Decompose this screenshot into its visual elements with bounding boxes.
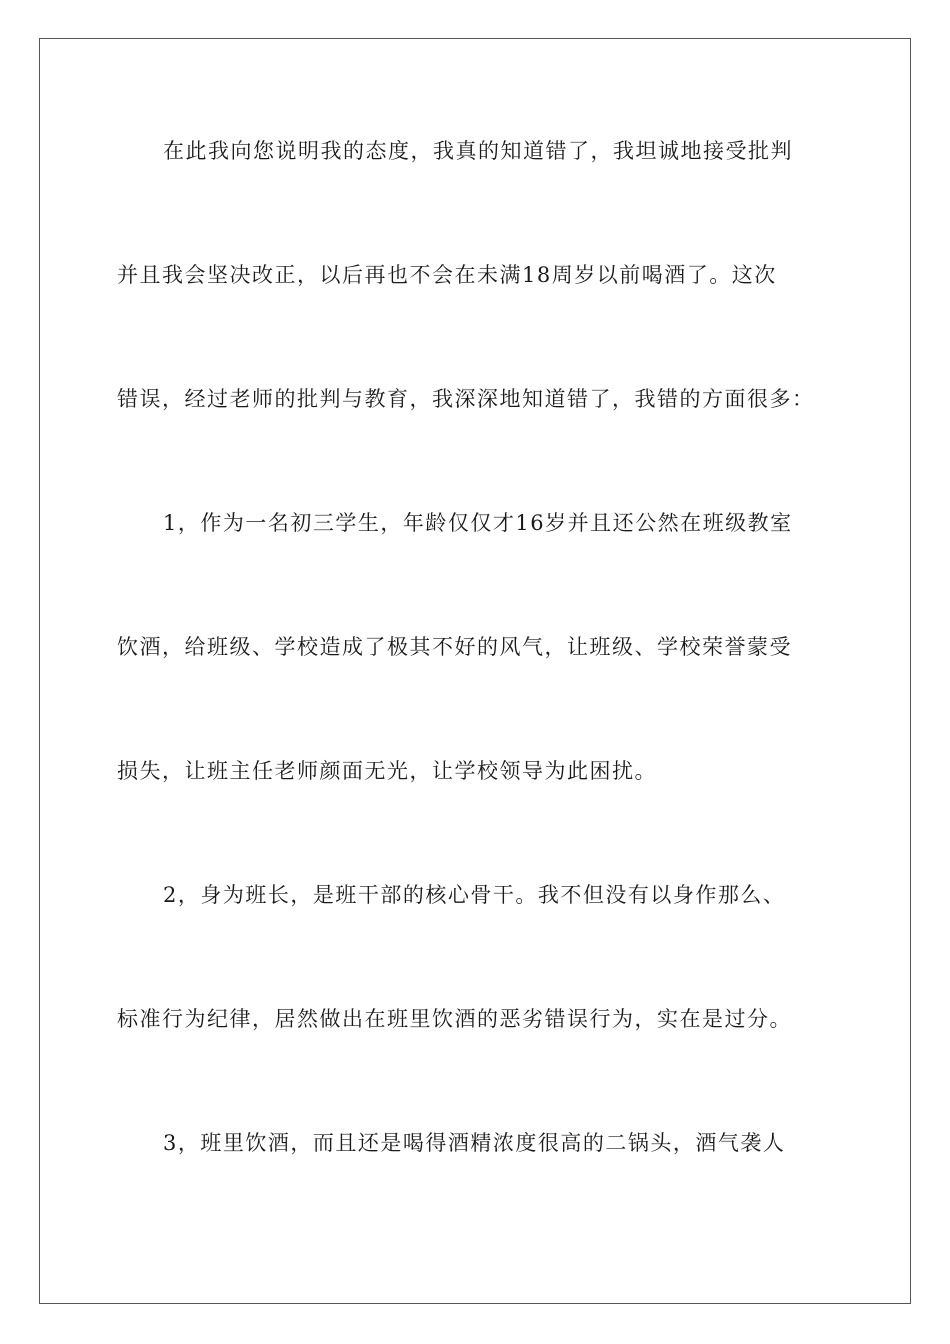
- paragraph-line-1: 在此我向您说明我的态度，我真的知道错了，我坦诚地接受批判: [163, 139, 793, 163]
- paragraph-line-9: 3，班里饮酒，而且还是喝得酒精浓度很高的二锅头，酒气袭人: [163, 1131, 786, 1155]
- paragraph-line-7: 2，身为班长，是班干部的核心骨干。我不但没有以身作那么、: [163, 883, 786, 907]
- paragraph-line-5: 饮酒，给班级、学校造成了极其不好的风气，让班级、学校荣誉蒙受: [117, 635, 792, 659]
- page-border: [39, 38, 911, 1304]
- paragraph-line-2: 并且我会坚决改正，以后再也不会在未满18周岁以前喝酒了。这次: [117, 263, 777, 287]
- paragraph-line-6: 损失，让班主任老师颜面无光，让学校领导为此困扰。: [117, 759, 657, 783]
- paragraph-line-3: 错误，经过老师的批判与教育，我深深地知道错了，我错的方面很多：: [117, 387, 815, 411]
- paragraph-line-8: 标准行为纪律，居然做出在班里饮酒的恶劣错误行为，实在是过分。: [117, 1007, 792, 1031]
- paragraph-line-4: 1，作为一名初三学生，年龄仅仅才16岁并且还公然在班级教室: [163, 511, 793, 535]
